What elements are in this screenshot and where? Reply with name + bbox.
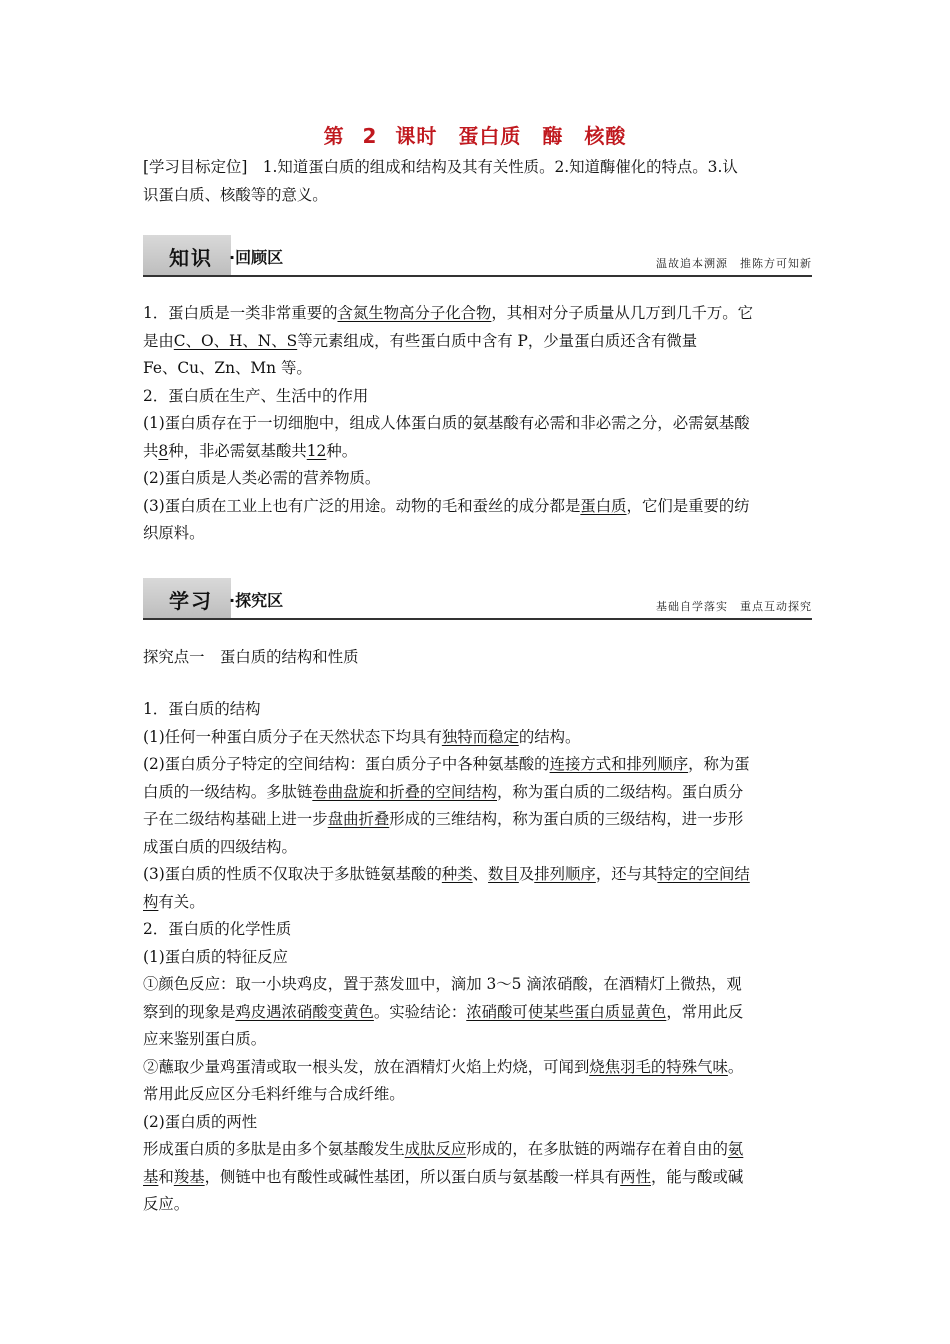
banner-rule [143, 275, 812, 277]
banner-slogan: 温故追本溯源 推陈方可知新 [656, 257, 812, 270]
explore-line: (2)蛋白质分子特定的空间结构：蛋白质分子中各种氨基酸的连接方式和排列顺序，称为蛋 [143, 755, 750, 773]
explore-line: ①颜色反应：取一小块鸡皮，置于蒸发皿中，滴加 3～5 滴浓硝酸，在酒精灯上微热，观 [143, 975, 742, 993]
review-content [143, 300, 808, 548]
review-line: (3)蛋白质在工业上也有广泛的用途。动物的毛和蚕丝的成分都是蛋白质，它们是重要的纺 [143, 496, 750, 515]
review-line: 共8种，非必需氨基酸共12种。 [143, 441, 358, 460]
explore-line: 反应。 [143, 1195, 190, 1213]
review-line: 2．蛋白质在生产、生活中的作用 [143, 386, 369, 405]
explore-content [143, 696, 808, 1219]
review-line: (2)蛋白质是人类必需的营养物质。 [143, 469, 381, 487]
explore-line: 应来鉴别蛋白质。 [143, 1030, 267, 1048]
explore-line: (3)蛋白质的性质不仅取决于多肽链氨基酸的种类、数目及排列顺序，还与其特定的空间结 [143, 865, 750, 883]
explore-heading: 探究点一 蛋白质的结构和性质 [143, 648, 359, 666]
banner-slogan: 基础自学落实 重点互动探究 [656, 600, 812, 613]
explore-line: 1．蛋白质的结构 [143, 700, 261, 718]
review-line: 织原料。 [143, 524, 205, 542]
explore-line: 成蛋白质的四级结构。 [143, 837, 297, 856]
explore-line: 察到的现象是鸡皮遇浓硝酸变黄色。实验结论：浓硝酸可使某些蛋白质显黄色，常用此反 [143, 1002, 744, 1021]
explore-line: 构有关。 [143, 892, 205, 911]
banner-small-text: ·回顾区 [229, 248, 284, 267]
explore-line: 白质的一级结构。多肽链卷曲盘旋和折叠的空间结构，称为蛋白质的二级结构。蛋白质分 [143, 782, 744, 801]
review-line: (1)蛋白质存在于一切细胞中，组成人体蛋白质的氨基酸有必需和非必需之分，必需氨基酸 [143, 414, 750, 432]
banner-big-text: 学习 [169, 589, 213, 613]
learning-objectives [143, 154, 808, 209]
review-line: 是由C、O、H、N、S等元素组成，有些蛋白质中含有 P，少量蛋白质还含有微量 [143, 331, 698, 350]
explore-line: (2)蛋白质的两性 [143, 1112, 258, 1131]
explore-line: 子在二级结构基础上进一步盘曲折叠形成的三维结构，称为蛋白质的三级结构，进一步形 [143, 810, 744, 828]
explore-line: (1)蛋白质的特征反应 [143, 947, 288, 966]
explore-line: 基和羧基，侧链中也有酸性或碱性基团，所以蛋白质与氨基酸一样具有两性，能与酸或碱 [143, 1167, 744, 1186]
objectives-line-2: 识蛋白质、核酸等的意义。 [143, 185, 328, 204]
explore-line: (1)任何一种蛋白质分子在天然状态下均具有独特而稳定的结构。 [143, 727, 581, 746]
review-line: Fe、Cu、Zn、Mn 等。 [143, 359, 312, 377]
banner-big-text: 知识 [169, 246, 213, 270]
review-line: 1．蛋白质是一类非常重要的含氮生物高分子化合物，其相对分子质量从几万到几千万。它 [143, 304, 754, 322]
section-banner-review [143, 235, 812, 277]
explore-line: 2．蛋白质的化学性质 [143, 920, 292, 938]
objectives-line-1: [学习目标定位] 1.知道蛋白质的组成和结构及其有关性质。2.知道酶催化的特点。3.认 [143, 158, 738, 176]
section-banner-explore [143, 578, 812, 620]
lesson-title: 第 2 课时 蛋白质 酶 核酸 [323, 124, 627, 148]
explore-line: 常用此反应区分毛料纤维与合成纤维。 [143, 1085, 405, 1103]
explore-line: 形成蛋白质的多肽是由多个氨基酸发生成肽反应形成的，在多肽链的两端存在着自由的氨 [143, 1140, 744, 1158]
banner-small-text: ·探究区 [229, 591, 284, 610]
explore-line: ②蘸取少量鸡蛋清或取一根头发，放在酒精灯火焰上灼烧，可闻到烧焦羽毛的特殊气味。 [143, 1057, 744, 1076]
banner-rule [143, 618, 812, 620]
